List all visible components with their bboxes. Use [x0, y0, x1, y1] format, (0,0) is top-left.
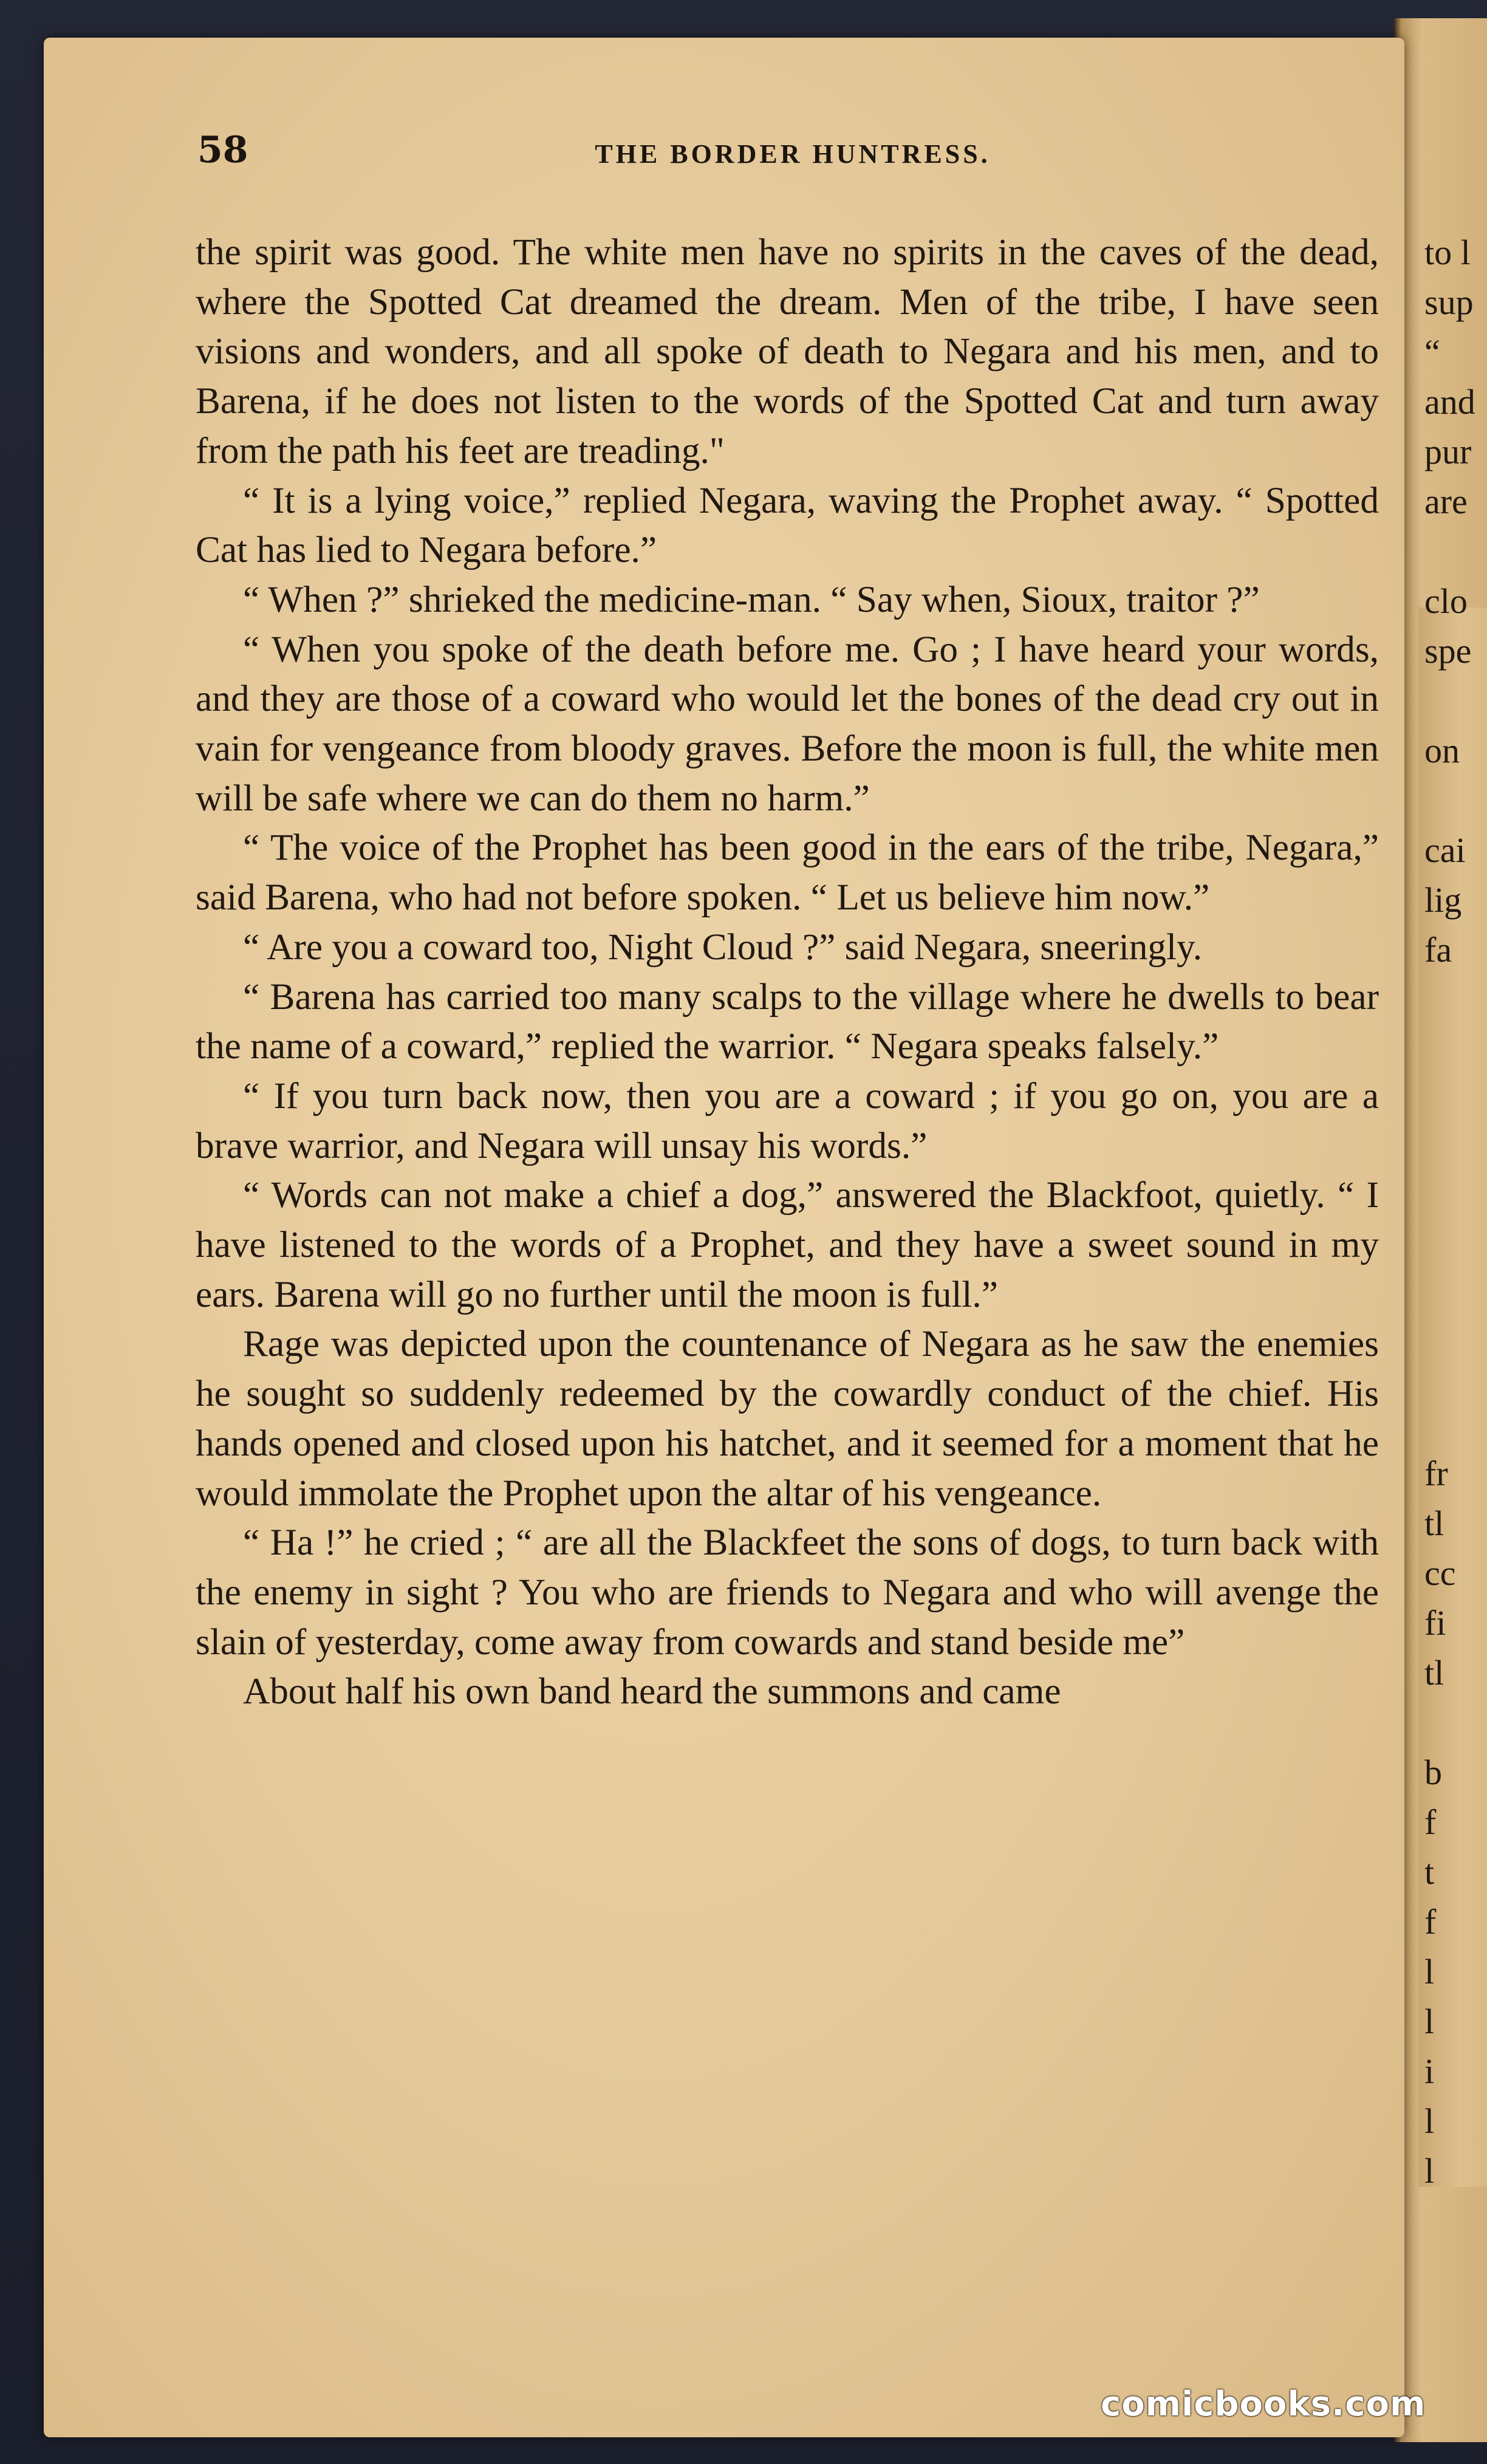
fragment: fi [1424, 1603, 1446, 1643]
fragment: to l [1424, 233, 1471, 272]
paragraph: “ When ?” shrieked the medicine-man. “ Say when, Sioux, traitor ?” [243, 578, 1260, 620]
fragment: sup [1424, 282, 1474, 322]
fragment: l [1424, 2101, 1435, 2141]
paragraph: “ Words can not make a chief a dog,” answered the Blackfoot, quietly. “ I have listened to the words of a Prophet, and they have a sweet sound in my ears. Barena will go no further until the moon is full.” [196, 1174, 1379, 1315]
fragment [1424, 776, 1487, 826]
fragment: cai [1424, 830, 1466, 870]
paragraph: “ When you spoke of the death before me. Go ; I have heard your words, and they are those of a coward who would let the bones of the dead cry out in vain for vengeance from bloody graves. Before the moon is full, the white men will be safe where we can do them no harm.” [196, 628, 1379, 819]
paragraph: “ Barena has carried too many scalps to the village where he dwells to bear the name of a coward,” replied the warrior. “ Negara speaks falsely.” [196, 976, 1379, 1067]
fragment: on [1424, 731, 1460, 770]
page-body [196, 228, 1379, 1717]
fragment: tl [1424, 1504, 1444, 1543]
paragraph: About half his own band heard the summons and came [243, 1671, 1061, 1713]
running-title: THE BORDER HUNTRESS. [595, 139, 991, 169]
fragment: t [1424, 1852, 1435, 1892]
paragraph: “ If you turn back now, then you are a coward ; if you go on, you are a brave warrior, and Negara will unsay his words.” [196, 1075, 1379, 1166]
paragraph: Rage was depicted upon the countenance of Negara as he saw the enemies he sought so suddenly redeemed by the cowardly conduct of the chief. His hands opened and closed upon his hatchet, and it seemed for a moment that he would immolate the Prophet upon the altar of his vengeance. [196, 1323, 1379, 1514]
fragment: are [1424, 482, 1468, 521]
page-header [197, 129, 1382, 183]
fragment: cc [1424, 1553, 1456, 1593]
fragment: f [1424, 1902, 1437, 1942]
fragment: lig [1424, 880, 1462, 920]
fragment: l [1424, 1952, 1435, 1991]
paragraph: “ Ha !” he cried ; “ are all the Blackfeet the sons of dogs, to turn back with the enemy in sight ? You who are friends to Negara and who will avenge the slain of yesterday, come away from cowards and stand beside me” [196, 1522, 1379, 1663]
fragment: spe [1424, 631, 1472, 671]
fragment: i [1424, 2052, 1435, 2091]
fragment: fa [1424, 930, 1452, 970]
paragraph: “ The voice of the Prophet has been good in the ears of the tribe, Negara,” said Barena, who had not before spoken. “ Let us believe him now.” [196, 827, 1379, 919]
paragraph: “ Are you a coward too, Night Cloud ?” said Negara, sneeringly. [243, 926, 1203, 968]
fragment [1424, 527, 1487, 577]
fragment: and [1424, 382, 1475, 422]
paragraph: the spirit was good. The white men have no spirits in the caves of the dead, where the Spotted Cat dreamed the dream. Men of the tribe, I have seen visions and wonders, and all spoke of death to Negara and his men, and to Barena, if he does not listen to the words of the Spotted Cat and turn away from the path his feet are treading." [196, 231, 1379, 471]
page-number: 58 [197, 129, 248, 171]
fragment: pur [1424, 432, 1472, 471]
fragment: clo [1424, 581, 1468, 621]
lower-fragments [1424, 1449, 1456, 2191]
fragment: l [1424, 2002, 1435, 2041]
fragment: “ [1424, 332, 1440, 372]
fragment: b [1424, 1753, 1442, 1792]
fragment: tl [1424, 1653, 1444, 1692]
site-watermark: comicbooks.com [1101, 2384, 1426, 2424]
adjacent-page-fragments [1424, 228, 1487, 2191]
paragraph: “ It is a lying voice,” replied Negara, waving the Prophet away. “ Spotted Cat has lied to Negara before.” [196, 479, 1379, 571]
fragment: l [1424, 2151, 1435, 2191]
fragment: f [1424, 1802, 1437, 1842]
fragment: fr [1424, 1454, 1448, 1493]
fragment [1424, 1698, 1456, 1748]
fragment [1424, 676, 1487, 726]
